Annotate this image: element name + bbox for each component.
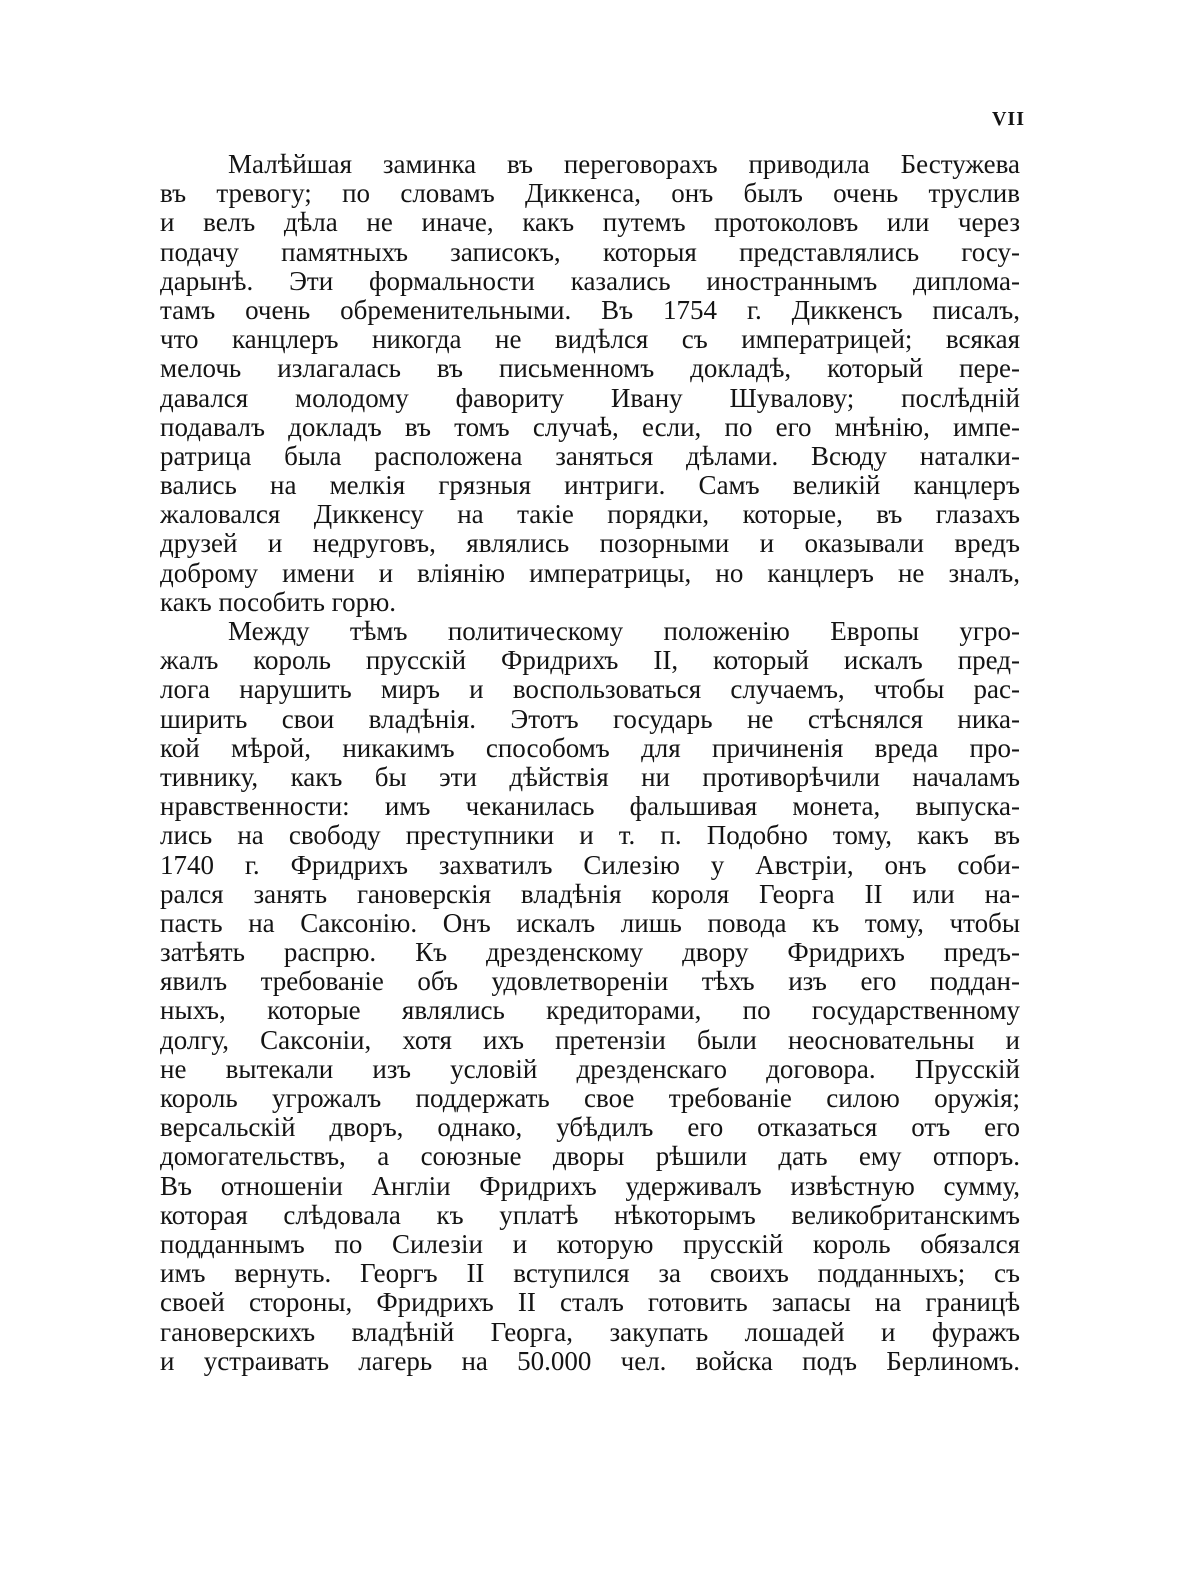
text-line: Въ отношеніи Англіи Фридрихъ удерживалъ извѣстную сумму, (160, 1171, 1020, 1201)
text-line: и устраивать лагерь на 50.000 чел. войска подъ Берлиномъ. (160, 1346, 1020, 1376)
text-line: тамъ очень обременительными. Въ 1754 г. Диккенсъ писалъ, (160, 295, 1020, 325)
text-line: въ тревогу; по словамъ Диккенса, онъ былъ очень труслив (160, 179, 1020, 209)
text-line: лись на свободу преступники и т. п. Подобно тому, какъ въ (160, 821, 1020, 851)
text-line: лога нарушить миръ и воспользоваться случаемъ, чтобы рас- (160, 675, 1020, 705)
text-line: имъ вернуть. Георгъ II вступился за своихъ подданныхъ; съ (160, 1259, 1020, 1289)
text-line: мелочь излагалась въ письменномъ докладѣ, который пере- (160, 354, 1020, 384)
text-line: друзей и недруговъ, являлись позорными и оказывали вредъ (160, 529, 1020, 559)
text-line: явилъ требованіе объ удовлетвореніи тѣхъ изъ его поддан- (160, 967, 1020, 997)
text-line: вались на мелкія грязныя интриги. Самъ великій канцлеръ (160, 471, 1020, 501)
text-line: нравственности: имъ чеканилась фальшивая монета, выпуска- (160, 792, 1020, 822)
text-line: тивнику, какъ бы эти дѣйствія ни противорѣчили началамъ (160, 762, 1020, 792)
text-line: жаловался Диккенсу на такіе порядки, которые, въ глазахъ (160, 500, 1020, 530)
paragraph-2 (160, 617, 1020, 1376)
text-line: подавалъ докладъ въ томъ случаѣ, если, по его мнѣнію, импе- (160, 412, 1020, 442)
text-line: какъ пособить горю. (160, 587, 396, 617)
text-line: подданнымъ по Силезіи и которую прусскій король обязался (160, 1229, 1020, 1259)
text-line: пасть на Саксонію. Онъ искалъ лишь повода къ тому, чтобы (160, 908, 1020, 938)
body-text (160, 150, 1020, 1376)
text-line: затѣять распрю. Къ дрезденскому двору Фридрихъ предъ- (160, 938, 1020, 968)
text-line: гановерскихъ владѣній Георга, закупать лошадей и фуражъ (160, 1317, 1020, 1347)
text-line: ныхъ, которые являлись кредиторами, по государственному (160, 996, 1020, 1026)
text-line: 1740 г. Фридрихъ захватилъ Силезію у Австріи, онъ соби- (160, 850, 1020, 880)
text-line: рался занять гановерскія владѣнія короля Георга II или на- (160, 879, 1020, 909)
paragraph-1 (160, 150, 1020, 617)
text-line: версальскій дворъ, однако, убѣдилъ его отказаться отъ его (160, 1113, 1020, 1143)
text-line: своей стороны, Фридрихъ II сталъ готовить запасы на границѣ (160, 1288, 1020, 1318)
text-line: не вытекали изъ условій дрезденскаго договора. Прусскій (160, 1054, 1020, 1084)
text-line: которая слѣдовала къ уплатѣ нѣкоторымъ великобританскимъ (160, 1200, 1020, 1230)
text-line: дарынѣ. Эти формальности казались иностраннымъ диплома- (160, 266, 1020, 296)
text-line: подачу памятныхъ записокъ, которыя представлялись госу- (160, 237, 1020, 267)
text-line: ширить свои владѣнія. Этотъ государь не стѣснялся ника- (160, 704, 1020, 734)
text-line: долгу, Саксоніи, хотя ихъ претензіи были неосновательны и (160, 1025, 1020, 1055)
text-line: кой мѣрой, никакимъ способомъ для причиненія вреда про- (160, 733, 1020, 763)
text-line: давался молодому фавориту Ивану Шувалову; послѣдній (160, 383, 1020, 413)
text-line: Между тѣмъ политическому положенію Европы угро- (228, 617, 1020, 646)
text-line: ратрица была расположена заняться дѣлами. Всюду наталки- (160, 441, 1020, 471)
text-line: что канцлеръ никогда не видѣлся съ императрицей; всякая (160, 325, 1020, 355)
text-line: жалъ король прусскій Фридрихъ II, который искалъ пред- (160, 646, 1020, 676)
text-line: доброму имени и вліянію императрицы, но канцлеръ не зналъ, (160, 558, 1020, 588)
text-line: Малѣйшая заминка въ переговорахъ приводила Бестужева (228, 150, 1020, 179)
text-line: король угрожалъ поддержать свое требованіе силою оружія; (160, 1084, 1020, 1113)
page-number: VII (991, 108, 1025, 130)
text-line: и велъ дѣла не иначе, какъ путемъ протоколовъ или через (160, 208, 1020, 238)
text-line: домогательствъ, а союзные дворы рѣшили дать ему отпоръ. (160, 1142, 1020, 1172)
